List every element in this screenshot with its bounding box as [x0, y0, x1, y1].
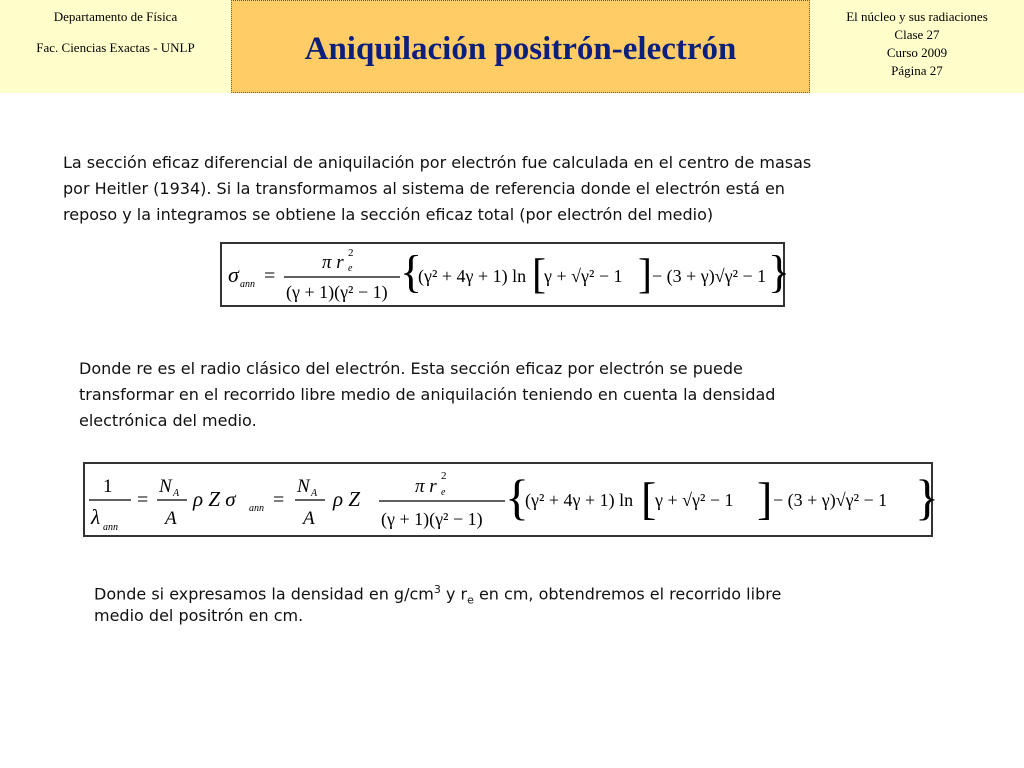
- numerator-sup-2: 2: [441, 470, 447, 482]
- sigma-symbol: σ: [228, 262, 239, 287]
- a-denominator: A: [165, 508, 177, 529]
- paragraph-2-line-1: Donde re es el radio clásico del electrón. Esta sección eficaz por electrón se puede: [79, 359, 743, 378]
- na-subscript: A: [173, 488, 180, 499]
- slide-title: Aniquilación positrón-electrón: [304, 31, 737, 67]
- equation-2-body-b: γ + √γ² − 1: [655, 490, 734, 510]
- lambda-symbol: λ: [91, 505, 101, 529]
- equation-1-box: [220, 242, 791, 307]
- numerator-sub-2: e: [441, 487, 446, 498]
- rho-z: ρ Z: [333, 487, 361, 511]
- numerator-sup: 2: [348, 247, 354, 259]
- faculty-label: Fac. Ciencias Exactas - UNLP: [36, 40, 195, 55]
- open-bracket: [: [532, 252, 546, 298]
- equation-2: [85, 464, 939, 535]
- class-number: Clase 27: [894, 27, 940, 42]
- equation-2-box: [83, 462, 939, 537]
- paragraph-2-line-3: electrónica del medio.: [79, 411, 257, 430]
- paragraph-2-line-2: transformar en el recorrido libre medio de aniquilación teniendo en cuenta la densidad: [79, 385, 776, 404]
- header-left-panel: [0, 0, 231, 93]
- na-numerator: N: [159, 476, 172, 497]
- header-right-panel: [810, 0, 1024, 93]
- e-subscript: e: [467, 593, 474, 607]
- equals-sign-2: =: [273, 489, 285, 511]
- paragraph-3-text-a: Donde si expresamos la densidad en g/cm: [94, 584, 434, 604]
- lambda-subscript: ann: [103, 522, 118, 533]
- sigma-subscript: ann: [240, 279, 255, 290]
- close-bracket-2: ]: [757, 473, 773, 524]
- a-denominator-2: A: [303, 508, 315, 529]
- department-label: Departamento de Física: [53, 9, 178, 24]
- equation-1: [222, 244, 791, 305]
- numerator-pi-r-2: π r: [415, 476, 437, 497]
- sigma-subscript-2: ann: [249, 503, 264, 514]
- equation-1-body-a: (γ² + 4γ + 1) ln: [418, 266, 527, 286]
- open-brace-2: {: [505, 469, 529, 525]
- equals-sign: =: [264, 265, 276, 287]
- numerator-pi-r: π r: [322, 252, 344, 273]
- equation-1-body-c: − (3 + γ)√γ² − 1: [652, 266, 767, 286]
- header-title-panel: [231, 0, 810, 93]
- equation-2-body-c: − (3 + γ)√γ² − 1: [773, 490, 888, 510]
- equals-sign-1: =: [137, 489, 149, 511]
- close-brace: }: [768, 246, 791, 297]
- numerator-sub: e: [348, 263, 353, 274]
- paragraph-1-line-3: reposo y la integramos se obtiene la sección eficaz total (por electrón del medio): [63, 205, 714, 224]
- close-bracket: ]: [638, 252, 652, 298]
- rho-z-sigma: ρ Z σ: [193, 487, 236, 511]
- denominator-2: (γ + 1)(γ² − 1): [381, 509, 483, 529]
- close-brace-2: }: [915, 469, 939, 525]
- one-numerator: 1: [103, 476, 113, 497]
- equation-1-body-b: γ + √γ² − 1: [544, 266, 623, 286]
- cubic-superscript: 3: [433, 583, 441, 596]
- paragraph-3-text-b: y r: [440, 584, 468, 604]
- paragraph-1-line-2: por Heitler (1934). Si la transformamos al sistema de referencia donde el electrón está en: [63, 179, 785, 198]
- na-subscript-2: A: [311, 488, 318, 499]
- open-bracket-2: [: [641, 473, 657, 524]
- paragraph-3-line-2: medio del positrón en cm.: [94, 606, 304, 625]
- denominator: (γ + 1)(γ² − 1): [286, 282, 388, 302]
- equation-2-body-a: (γ² + 4γ + 1) ln: [525, 490, 634, 510]
- paragraph-1-line-1: La sección eficaz diferencial de aniquilación por electrón fue calculada en el centro de masas: [63, 153, 812, 172]
- paragraph-3-text-c: en cm, obtendremos el recorrido libre: [473, 584, 782, 604]
- course-year: Curso 2009: [886, 45, 948, 60]
- page-number: Página 27: [891, 63, 943, 78]
- open-brace: {: [400, 246, 423, 297]
- na-numerator-2: N: [297, 476, 310, 497]
- course-topic: El núcleo y sus radiaciones: [846, 9, 988, 24]
